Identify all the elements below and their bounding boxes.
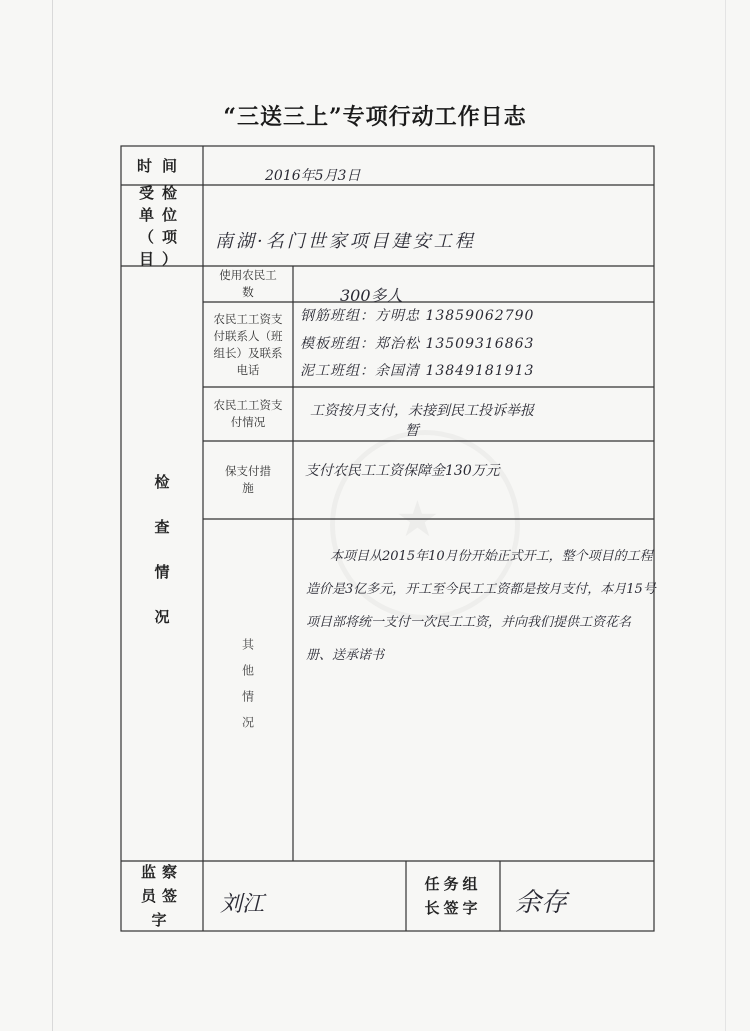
other-value: 本项目从2015年10月份开始正式开工，整个项目的工程造价是3亿多元，开工至今民工工资都是按月支付，本月15号项目部将统一支付一次民工工资，并向我们提供工资花名册、送承诺书: [306, 549, 656, 663]
leader-label-cell: [406, 861, 500, 931]
form-title: “三送三上”专项行动工作日志: [223, 104, 527, 130]
time-value: 2016年5月3日: [265, 168, 361, 184]
supervisor-label-cell: [121, 861, 203, 931]
unit-label: 受检单位（项目）: [138, 183, 185, 268]
guarantee-value: 支付农民工工资保障金130万元: [305, 463, 500, 479]
workers-count-label: 使用农民工数: [219, 268, 277, 299]
supervisor-signature: 刘江: [220, 892, 265, 917]
supervisor-label: 监察员签字: [140, 863, 183, 929]
leader-signature: 余存: [515, 888, 568, 918]
unit-label-cell: [121, 185, 203, 266]
contact-label: 农民工工资支付联系人（班组长）及联系电话: [213, 311, 283, 377]
leader-label: 任务组长签字: [424, 875, 482, 917]
contact-line-1: 钢筋班组：方明忠 13859062790: [300, 308, 535, 324]
pay-status-value-2: 暂: [405, 423, 419, 439]
pay-status-label: 农民工工资支付情况: [213, 398, 283, 429]
workers-count-value: 300多人: [340, 286, 403, 305]
unit-value: 南湖·名门世家项目建安工程: [215, 231, 476, 252]
contact-line-3: 泥工班组：余国清 13849181913: [300, 363, 535, 379]
pay-status-value: 工资按月支付，未接到民工投诉举报: [310, 403, 534, 419]
inspection-label-cell: [121, 266, 203, 861]
other-label-cell: [203, 519, 293, 861]
contact-line-2: 模板班组：郑治松 13509316863: [300, 336, 535, 352]
other-label: 其他情况: [240, 638, 255, 742]
time-label: 时间: [136, 157, 187, 175]
guarantee-label: 保支付措施: [225, 464, 271, 495]
inspection-label: 检查情况: [152, 473, 171, 654]
